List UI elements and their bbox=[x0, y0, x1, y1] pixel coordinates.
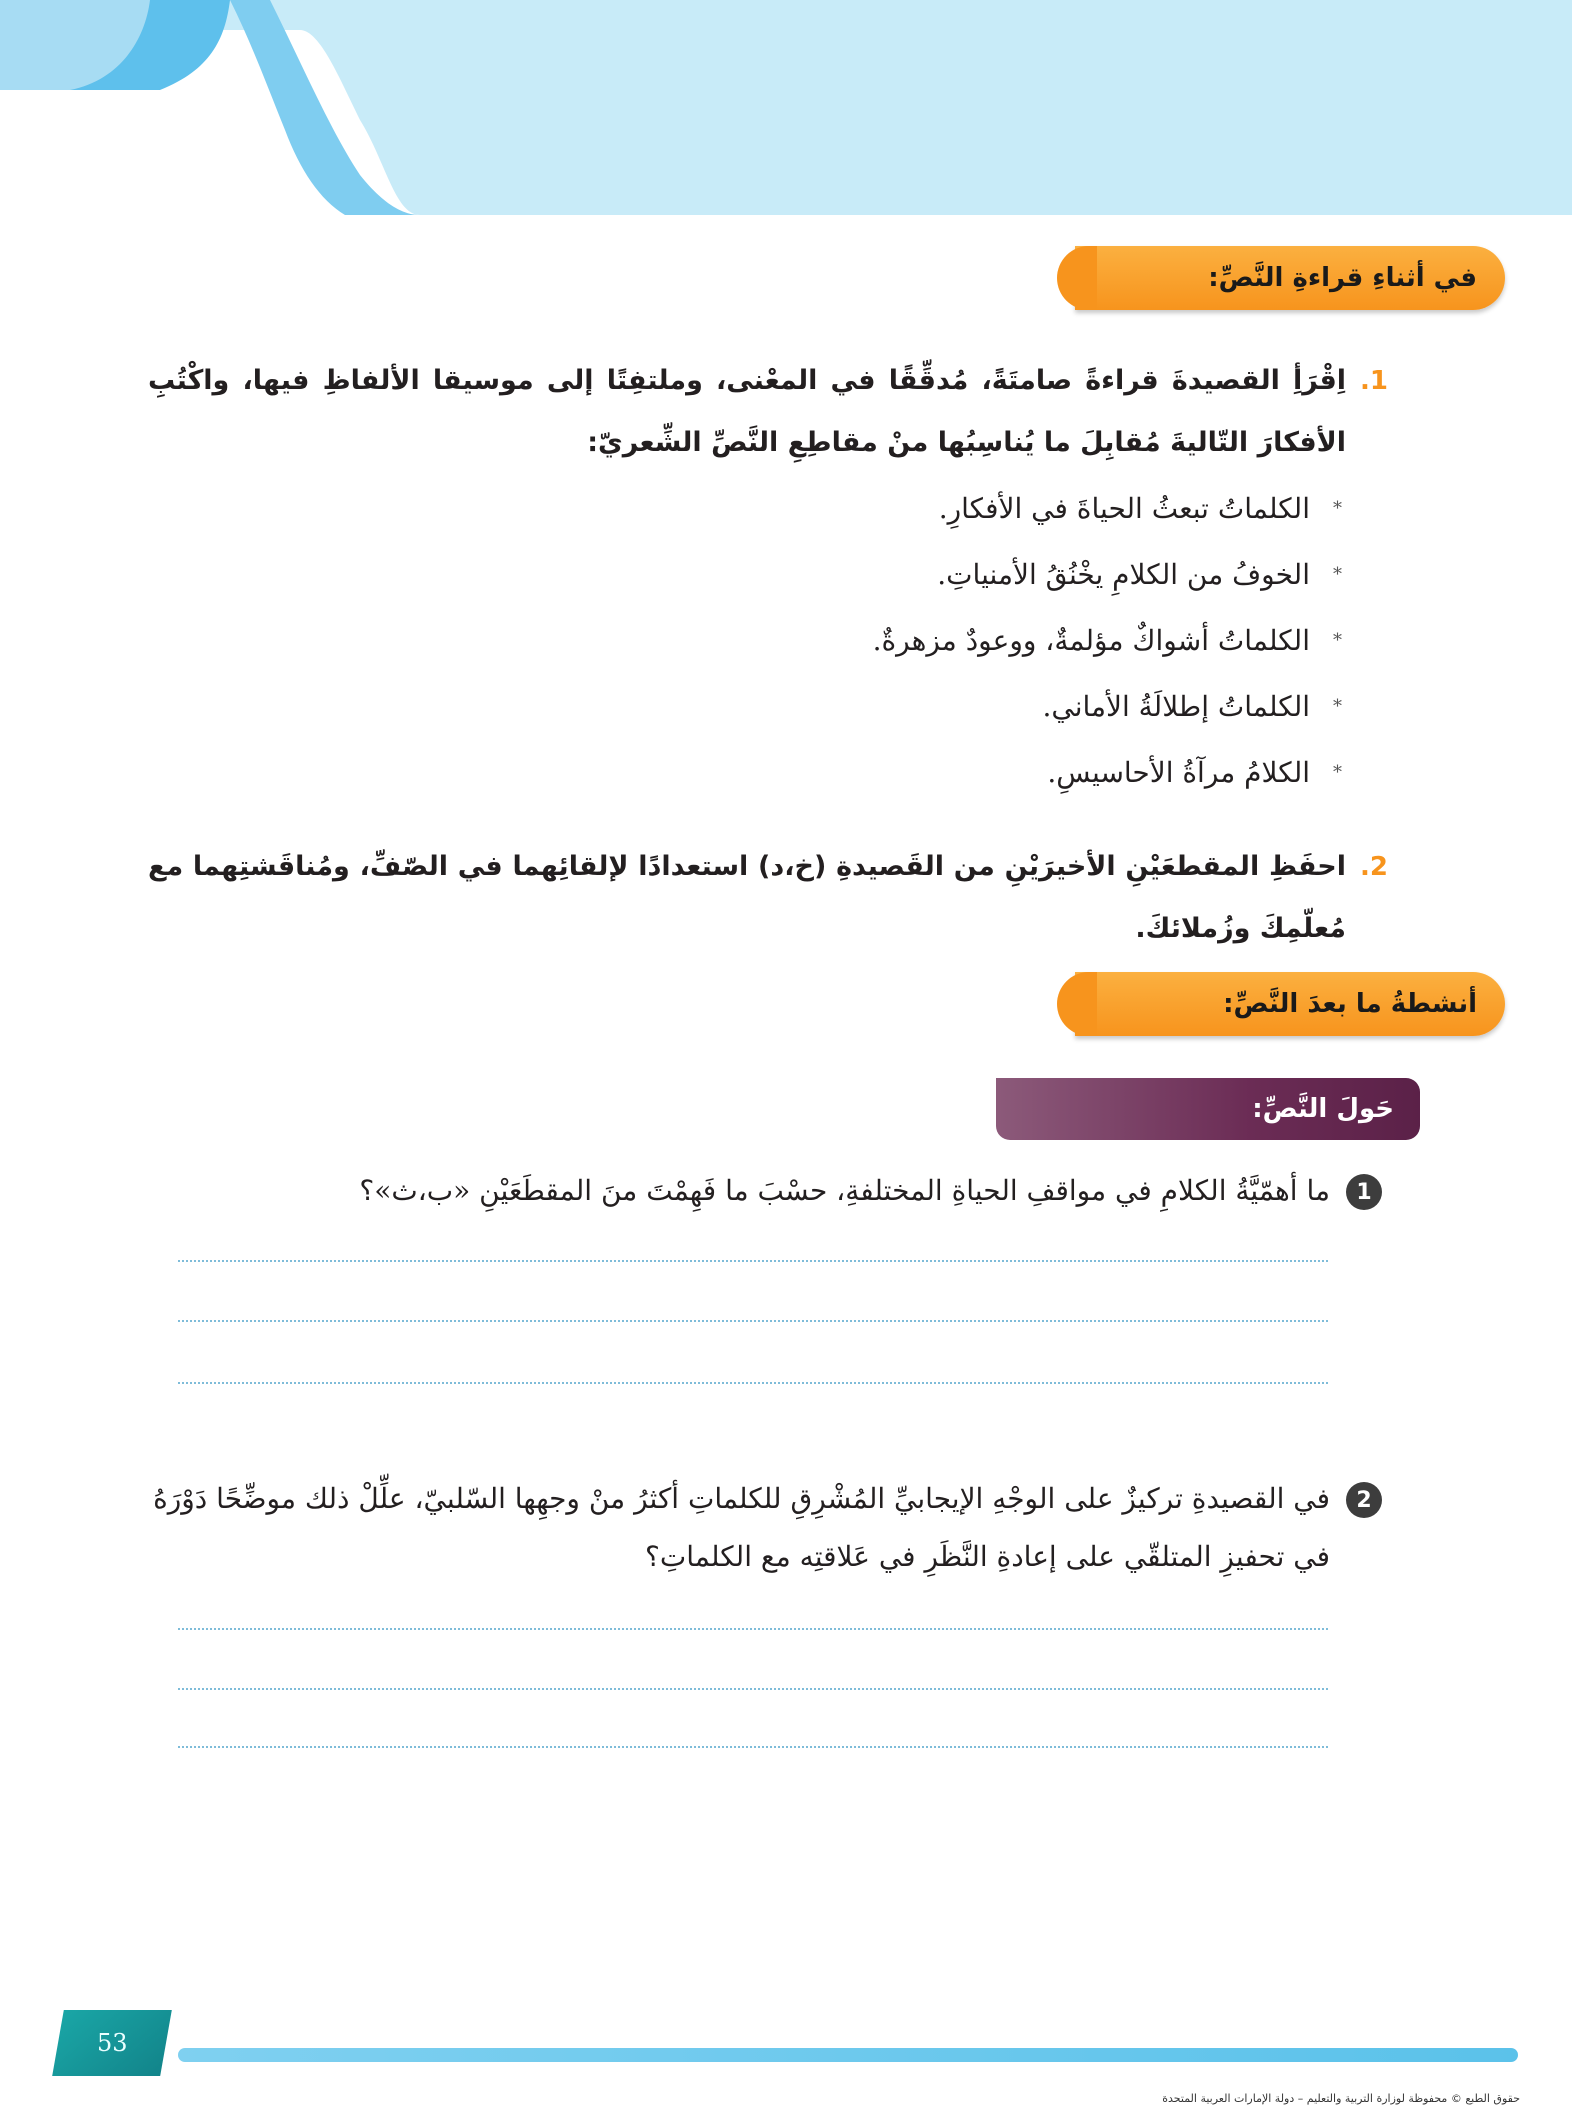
list-item-text: الكلامُ مرآةُ الأحاسيسِ. bbox=[1047, 756, 1310, 789]
section-title-during-reading bbox=[1075, 246, 1505, 310]
activity-question-1 bbox=[182, 1162, 1382, 1220]
list-item bbox=[542, 674, 1342, 740]
number-badge: 1 bbox=[1346, 1174, 1382, 1210]
question-number: 2. bbox=[1360, 852, 1388, 882]
number-badge: 2 bbox=[1346, 1482, 1382, 1518]
copyright-notice: حقوق الطبع © محفوظة لوزارة التربية والتعليم – دولة الإمارات العربية المتحدة bbox=[1162, 2092, 1520, 2105]
star-icon: * bbox=[1333, 498, 1342, 519]
question-1 bbox=[148, 350, 1388, 474]
question-number: 1. bbox=[1360, 366, 1388, 396]
list-item bbox=[542, 542, 1342, 608]
answer-line[interactable] bbox=[178, 1628, 1328, 1630]
list-item-text: الكلماتُ أشواكٌ مؤلمةٌ، ووعودٌ مزهرةٌ. bbox=[872, 624, 1310, 657]
answer-line[interactable] bbox=[178, 1688, 1328, 1690]
question-text: اِقْرَأِ القصيدةَ قراءةً صامتَةً، مُدقِّقًا في المعْنى، وملتفِتًا إلى موسيقا الألفاظِ فيها، واكْتُبِ الأفكارَ التّاليةَ مُقابِلَ ما يُناسِبُها منْ مقاطِعِ النَّصِّ الشِّعريّ: bbox=[148, 365, 1347, 458]
footer-bar bbox=[178, 2048, 1518, 2062]
list-item bbox=[542, 476, 1342, 542]
activity-question-2 bbox=[142, 1470, 1382, 1586]
question-text: في القصيدةِ تركيزٌ على الوجْهِ الإيجابيِّ المُشْرِقِ للكلماتِ أكثرُ منْ وجهِها السّلبيّ، علِّلْ ذلك موضِّحًا دَوْرَهُ في تحفيزِ المتلقّي على إعادةِ النَّظَرِ في عَلاقتِه مع الكلماتِ؟ bbox=[153, 1482, 1330, 1573]
section-title-after-reading bbox=[1075, 972, 1505, 1036]
answer-line[interactable] bbox=[178, 1746, 1328, 1748]
list-item bbox=[542, 740, 1342, 806]
header-banner bbox=[0, 0, 1572, 250]
section-title-text: في أثناءِ قراءةِ النَّصِّ: bbox=[1208, 263, 1477, 293]
question-2 bbox=[148, 836, 1388, 960]
header-light-band bbox=[0, 0, 1572, 215]
page-number-badge bbox=[52, 2010, 172, 2076]
answer-line[interactable] bbox=[178, 1260, 1328, 1262]
star-icon: * bbox=[1333, 762, 1342, 783]
ideas-list bbox=[542, 476, 1342, 806]
section-title-text: أنشطةُ ما بعدَ النَّصِّ: bbox=[1223, 989, 1477, 1019]
list-item-text: الكلماتُ تبعثُ الحياةَ في الأفكارِ. bbox=[938, 492, 1310, 525]
star-icon: * bbox=[1333, 630, 1342, 651]
page-number: 53 bbox=[96, 2029, 128, 2057]
question-text: احفَظِ المقطعَيْنِ الأخيرَيْنِ من القَصيدةِ (خ،د) استعدادًا لإلقائِهما في الصّفِّ، ومُناقَشتِهما مع مُعلّمِكَ وزُملائكَ. bbox=[148, 851, 1347, 944]
list-item-text: الكلماتُ إطلالَةُ الأماني. bbox=[1042, 690, 1310, 723]
list-item-text: الخوفُ من الكلامِ يخْنُقُ الأمنياتِ. bbox=[937, 558, 1310, 591]
question-text: ما أهمّيَّةُ الكلامِ في مواقفِ الحياةِ المختلفةِ، حسْبَ ما فَهِمْتَ منَ المقطَعَيْنِ «ب،ث»؟ bbox=[359, 1174, 1330, 1207]
answer-line[interactable] bbox=[178, 1320, 1328, 1322]
star-icon: * bbox=[1333, 696, 1342, 717]
subsection-title: حَولَ النَّصِّ: bbox=[1252, 1094, 1394, 1124]
subsection-about-text bbox=[996, 1078, 1420, 1140]
star-icon: * bbox=[1333, 564, 1342, 585]
answer-line[interactable] bbox=[178, 1382, 1328, 1384]
list-item bbox=[542, 608, 1342, 674]
